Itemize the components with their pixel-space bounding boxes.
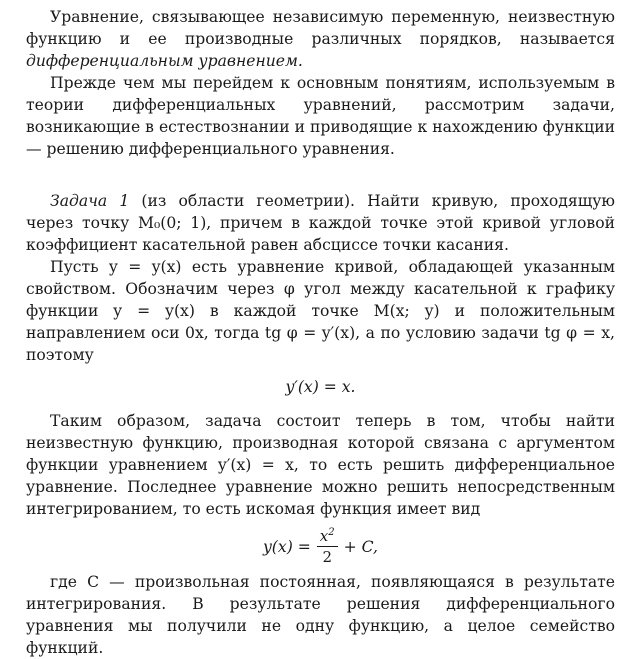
definition-text: Уравнение, связывающее независимую переменную, неизвестную функцию и ее производные различных порядков, называется: [26, 8, 615, 48]
solution-paragraph: Пусть y = y(x) есть уравнение кривой, обладающей указанным свойством. Обозначим через φ угол между касательной к графику функции y = y(x) в каждой точке M(x; y) и положительным направлением оси 0x, тогда tg φ = y′(x), а по условию задачи tg φ = x, поэтому: [26, 258, 615, 364]
fraction-numerator: $x^2$: [317, 526, 338, 547]
definition-term: дифференциальным уравнением.: [26, 52, 303, 70]
formula-rhs: + C,: [343, 537, 378, 556]
fraction-denominator: 2: [322, 548, 332, 566]
exponent: 2: [328, 527, 335, 538]
task-paragraph: [26, 190, 615, 256]
formula-derivative: y′(x) = x.: [285, 378, 356, 396]
task-label: Задача 1: [50, 192, 130, 210]
definition-paragraph: [26, 6, 615, 72]
formula-lhs: y(x) =: [263, 537, 311, 556]
integration-paragraph: Таким образом, задача состоит теперь в том, чтобы найти неизвестную функцию, производная которой связана с аргументом функции уравнением y′(x) = x, то есть решить дифференциальное уравнение. Последнее уравнение можно решить непосредственным интегрированием, то есть искомая функция имеет вид: [26, 412, 615, 518]
conclusion-paragraph: где C — произвольная постоянная, появляющаяся в результате интегрирования. В результате решения дифференциального уравнения мы получили не одну функцию, а целое семейство функций.: [26, 573, 615, 657]
formula-fraction: [317, 526, 338, 567]
intro-paragraph: Прежде чем мы перейдем к основным понятиям, используемым в теории дифференциальных уравнений, рассмотрим задачи, возникающие в естествознании и приводящие к нахождению функции — решению дифференциального уравнения.: [26, 74, 615, 158]
section-gap: [26, 160, 615, 182]
task-text: (из области геометрии). Найти кривую, проходящую через точку M₀(0; 1), причем в каждой точке этой кривой угловой коэффициент касательной равен абсциссе точки касания.: [26, 192, 615, 254]
formula-solution: [26, 526, 615, 567]
